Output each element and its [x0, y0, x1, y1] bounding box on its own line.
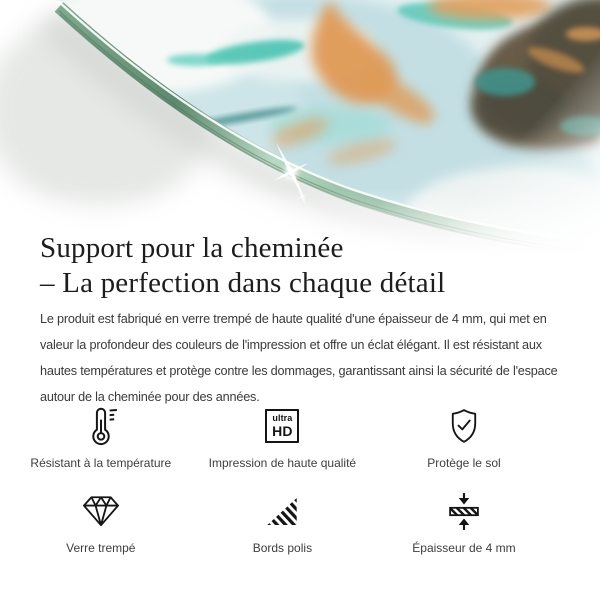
description-line-1: Le produit est fabriqué en verre trempé de haute qualité d'une épaisseur de 4 mm, qui met en: [40, 312, 547, 326]
thickness-arrows-icon: [446, 488, 482, 534]
description-line-3: hautes températures et protège contre les dommages, garantissant ainsi la sécurité de l'espace: [40, 364, 558, 378]
feature-thickness: [373, 488, 555, 555]
feature-polished-edges: [192, 488, 374, 555]
feature-tempered-glass: [10, 488, 192, 555]
description-line-4: autour de la cheminée pour des années.: [40, 390, 260, 404]
description-line-2: valeur la profondeur des couleurs de l'impression et offre un éclat élégant. Il est résistant aux: [40, 338, 542, 352]
thermometer-icon: [81, 403, 121, 449]
photo-corner-fade: [380, 0, 600, 262]
shield-check-icon: [447, 403, 481, 449]
page-title-line-1: Support pour la cheminée: [40, 232, 344, 264]
diamond-icon: [81, 488, 121, 534]
product-description: [40, 306, 558, 410]
ultra-hd-badge-icon: [265, 403, 299, 449]
ultra-hd-badge-text-bottom: HD: [272, 423, 293, 439]
feature-floor-protection: [373, 403, 555, 470]
page-title: [40, 231, 445, 301]
features-grid: [10, 403, 555, 555]
product-photo: [0, 0, 600, 262]
ultra-hd-badge-text-top: ultra: [272, 413, 293, 423]
feature-label: Verre trempé: [66, 541, 136, 555]
feature-temperature-resistant: [10, 403, 192, 470]
feature-label: Bords polis: [252, 541, 313, 555]
polished-edges-icon: [265, 488, 299, 534]
feature-label: Protège le sol: [427, 456, 501, 470]
feature-label: Épaisseur de 4 mm: [412, 541, 516, 555]
page-title-line-2: – La perfection dans chaque détail: [40, 267, 446, 299]
feature-label: Impression de haute qualité: [208, 456, 357, 470]
feature-label: Résistant à la température: [30, 456, 172, 470]
feature-print-quality: [192, 403, 374, 470]
